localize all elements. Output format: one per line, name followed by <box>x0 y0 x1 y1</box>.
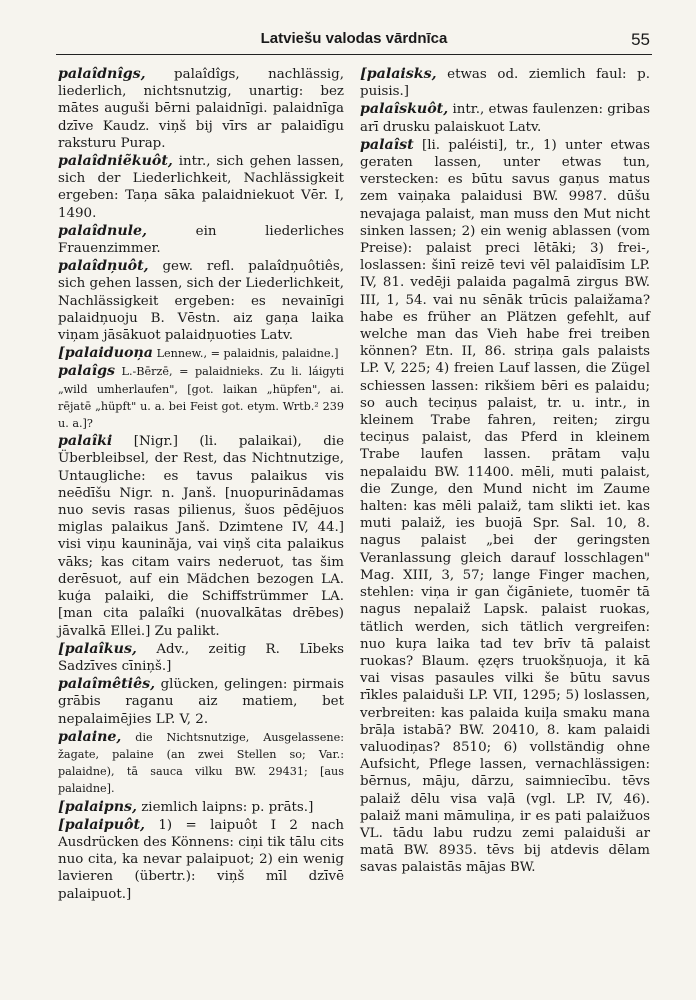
dictionary-entry <box>58 258 344 344</box>
dictionary-entry <box>58 729 344 798</box>
page-title: Latviešu valodas vārdnīca <box>260 30 448 47</box>
dictionary-entry <box>58 799 344 816</box>
entry-headword: palaîgs <box>58 363 115 380</box>
dictionary-entry <box>58 66 344 152</box>
entry-definition: [Nigr.] (li. palaikai), die Überbleibsel, der Rest, das Nichtnutzige, Untaugliche: es tavus palaikus vis neēdīšu Nigr. n. Janš. [nuopurinādamas nuo sevis rasas pilienus, šuos pēdējuos miglas palaikus Janš. Dzimtene IV, 44.] visi viņu kauninăja, vai viņš cita palaikus vāks; kas citam vairs nederuot, tas šim derēsuot, auf ein Mädchen bezogen LA. kuģa palaiki, die Schiffstrümmer LA. [man cita palaîki (nuovalkātas drēbes) jāvalkā Ellei.] Zu palikt. <box>58 434 344 639</box>
entry-definition: [li. paléisti], tr., 1) unter etwas geraten lassen, unter etwas tun, verstecken: es būtu savus gaņus matus zem vaiņaka palaidusi BW. 9987. dūšu nevajaga palaist, man muss den Mut nicht sinken lassen; 2) ein wenig ablassen (vom Preise): palaist preci lētāki; 3) frei-, loslassen: šinī reizē tevi vēl palaidīsim LP. IV, 81. vedēji palaida pagalmā zirgus BW. III, 1, 54. vai nu sēnāk trūcis palaižama? habe es früher an Plätzen gefehlt, auf welche man das Vieh habe frei treiben können? Etn. II, 86. striņa gals palaists LP. V, 225; 4) freien Lauf lassen, die Zügel schiessen lassen: rikšiem bēri es palaidu; so auch teciņus palaist, tr. u. intr., in kleinem Trabe fahren, reiten; zirgu teciņus palaist, das Pferd in kleinem Trabe laufen lassen. prātam vaļu nepalaidu BW. 11400. mēli, muti palaist, die Zunge, den Mund nicht im Zaume halten: kas mēli palaiž, tam slikti iet. kas muti palaiž, ies buojā Spr. Sal. 10, 8. nagus palaist „bei der geringsten Veranlassung gleich darauf losschlagen" Mag. XIII, 3, 57; lange Finger machen, stehlen: viņa ir gan čigāniete, tuomēr tā nagus nepalaiž Lapsk. palaist ruokas, tätlich werden, sich tätlich vergreifen: nuo kuŗa laika tad tev brīv tā palaist ruokas? Blaum. ęzęrs truokšņuoja, it kā vai visas pasaules vilki še būtu savus rīkles palaiduši LP. VII, 1295; 5) loslassen, verbreiten: kas palaida kuiļa smaku mana brāļa istabā? BW. 20410, 8. kam palaidi valuodiņas? 8510; 6) vollständig ohne Aufsicht, Pflege lassen, vernachlässigen: bērnus, māju, dārzu, saimniecību. tēvs palaiž dēlu visa vaļā (vgl. LP. IV, 46). palaiž mani māmuliņa, ir es pati palaižuos VL. tādu labu rudzu zemi palaiduši ar matā BW. 8935. tēvs bij atdevis dēlam savas palaistās mājas BW. <box>360 137 650 876</box>
entry-headword: palaîdnîgs, <box>58 66 146 82</box>
dictionary-entry <box>360 66 650 100</box>
dictionary-entry <box>58 641 344 675</box>
entry-definition: L.-Bērzē, = palaidnieks. Zu li. láigyti „wild umherlaufen", [got. laikan „hüpfen", ai. rējatē „hüpft" u. a. bei Feist got. etym. Wrtb.² 239 u. a.]? <box>58 365 344 431</box>
entry-definition: ziemlich laipns: p. prāts.] <box>136 799 314 815</box>
entry-headword: palaîskuôt, <box>360 101 449 118</box>
dictionary-entry <box>58 676 344 728</box>
header-rule <box>56 54 652 55</box>
entry-definition: gew. refl. palaîdņuôtiês, sich gehen lassen, sich der Liederlichkeit, Nachlässigkeit ergeben: es nevainīgi palaidņuoju B. Vēstn. aiz gaņa laika viņam jāsākuot palaidņuoties Latv. <box>58 259 344 344</box>
entry-definition: glücken, gelingen: pirmais grābis raganu aiz matiem, bet nepalaimējies LP. V, 2. <box>58 677 344 727</box>
page-number: 55 <box>631 30 650 49</box>
entry-headword: palaîdniẽkuôt, <box>58 153 173 170</box>
entry-headword: [palaisks, <box>360 66 437 82</box>
entry-headword: [palaîkus, <box>58 640 137 657</box>
entry-definition: intr., etwas faulenzen: gribas arī drusku palaiskuot Latv. <box>360 102 650 135</box>
entry-definition: 1) = laipuôt I 2 nach Ausdrücken des Könnens: ciņi tik tālu cits nuo cita, ka nevar palaipuot; 2) ein wenig lavieren (übertr.): viņš mīl dzīvē palaipuot.] <box>58 817 344 902</box>
dictionary-entry <box>360 137 650 877</box>
entry-headword: [palaipns, <box>58 798 137 815</box>
entry-headword: [palaiduoņa <box>58 345 154 362</box>
entry-headword: palaine, <box>58 728 122 745</box>
entry-headword: palaîst <box>360 136 414 153</box>
entry-definition: ein liederliches Frauenzimmer. <box>58 223 344 257</box>
entry-definition: etwas od. ziemlich faul: p. puisis.] <box>360 67 650 100</box>
right-column <box>360 66 650 878</box>
dictionary-entry <box>58 817 344 903</box>
dictionary-entry <box>58 433 344 639</box>
dictionary-entry <box>360 101 650 135</box>
entry-definition: die Nichtsnutzige, Ausgelassene: žagate, palaine (an zwei Stellen so; Var.: palaidne), tā sauca vilku BW. 29431; [aus palaidne]. <box>58 730 344 796</box>
dictionary-entry <box>58 345 344 362</box>
entry-definition: Lennew., = palaidnis, palaidne.] <box>153 347 339 361</box>
entry-headword: palaîki <box>58 433 113 450</box>
entry-definition: Adv., zeitig R. Lībeks Sadzīves cīniņš.] <box>58 641 344 674</box>
entry-headword: palaîdnule, <box>58 222 147 239</box>
entry-headword: palaîmêtiês, <box>58 676 156 693</box>
dictionary-entry <box>58 153 344 222</box>
entry-definition: palaîdîgs, nachlässig, liederlich, nichtsnutzig, unartig: bez mātes auguši bērni palaidnīgi. palaidnīga dzīve Kaudz. viņš bij vīrs ar palaidīgu raksturu Purap. <box>58 67 344 151</box>
entry-definition: intr., sich gehen lassen, sich der Liederlichkeit, Nachlässigkeit ergeben: Taņa sāka palaidniekuot Vēr. I, 1490. <box>58 154 344 221</box>
running-header <box>58 30 650 52</box>
entry-headword: palaîdņuôt, <box>58 258 149 275</box>
entry-headword: [palaipuôt, <box>58 816 145 833</box>
dictionary-entry <box>58 223 344 257</box>
dictionary-entry <box>58 363 344 432</box>
left-column <box>58 66 344 904</box>
